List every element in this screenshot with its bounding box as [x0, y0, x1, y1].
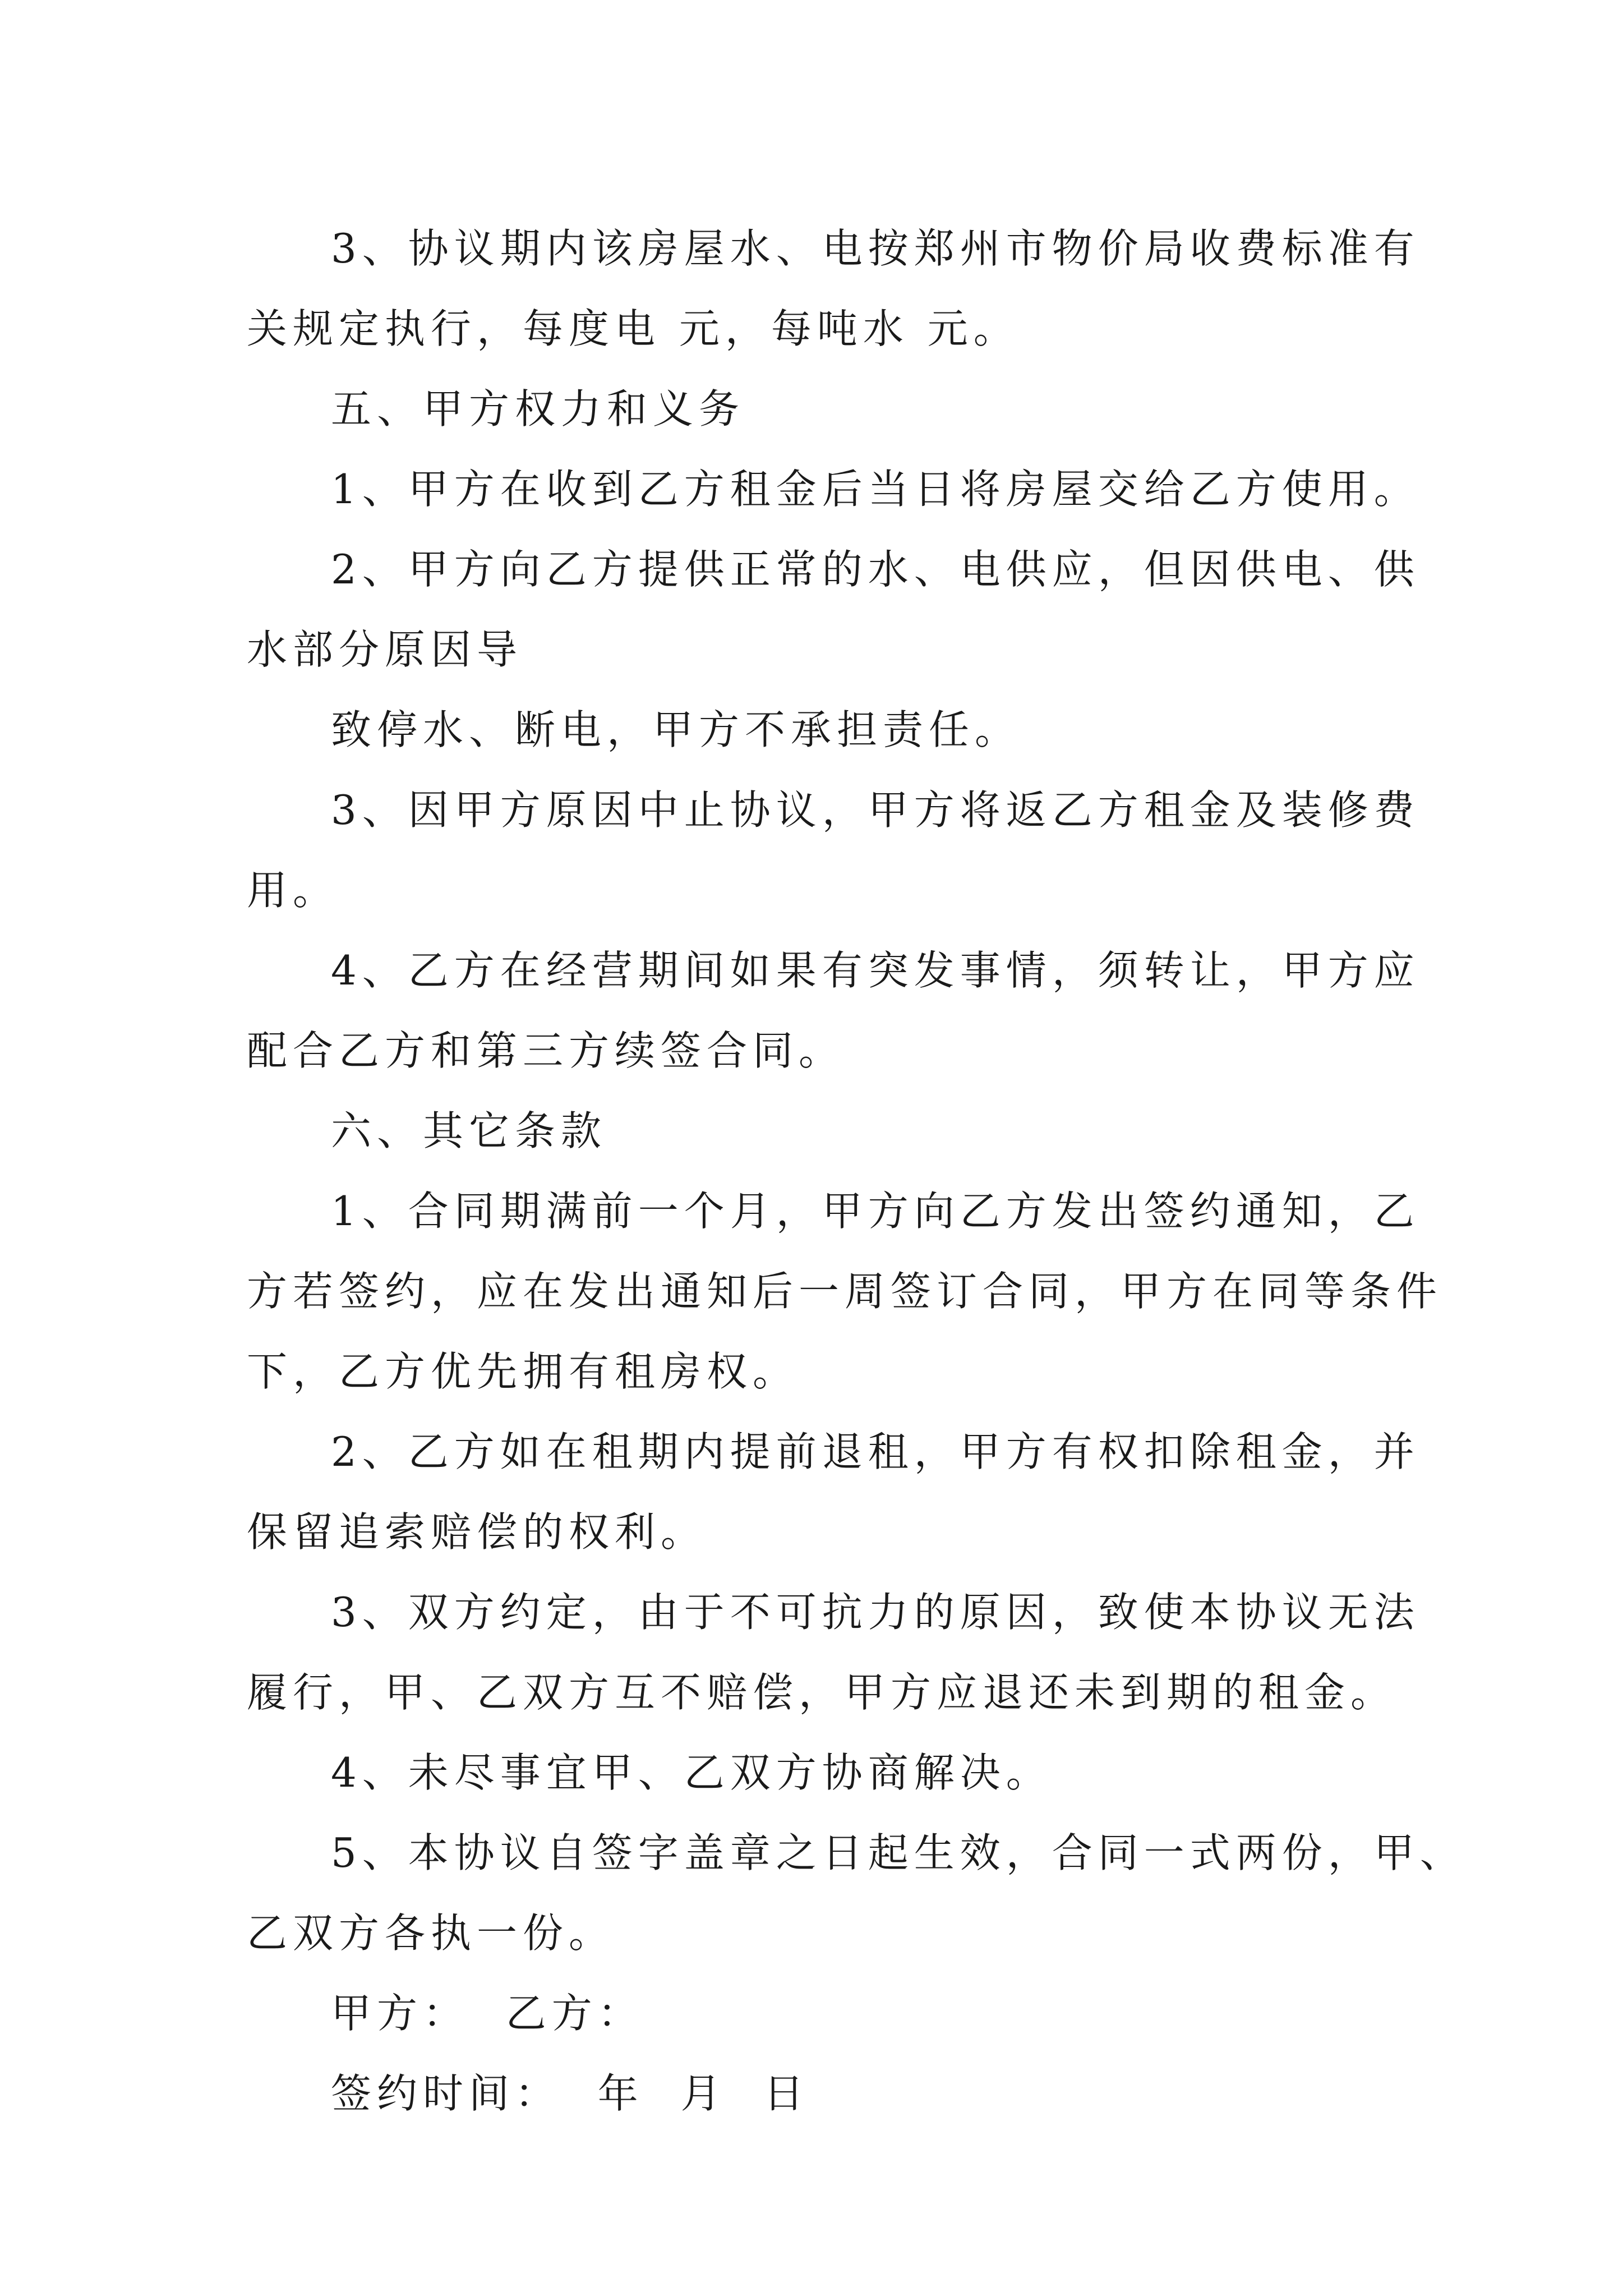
text-line: 乙双方各执一份。: [247, 1910, 615, 1957]
text-line: 4、未尽事宜甲、乙双方协商解决。: [331, 1749, 1052, 1796]
document-body: [247, 209, 1466, 2134]
text-line: 2、乙方如在租期内提前退租，甲方有权扣除租金，并: [331, 1428, 1420, 1475]
text-line: 配合乙方和第三方续签合同。: [247, 1027, 845, 1074]
text-line: 3、因甲方原因中止协议，甲方将返乙方租金及装修费: [331, 786, 1420, 834]
text-line: 2、甲方向乙方提供正常的水、电供应，但因供电、供: [331, 546, 1420, 593]
section-heading: 六、其它条款: [331, 1107, 607, 1154]
text-line: 致停水、断电，甲方不承担责任。: [331, 706, 1021, 753]
text-line: 下，乙方优先拥有租房权。: [247, 1348, 799, 1395]
signature-line: 甲方： 乙方：: [331, 1990, 644, 2037]
text-line: 1、合同期满前一个月，甲方向乙方发出签约通知，乙: [331, 1188, 1420, 1235]
text-line: 用。: [247, 867, 339, 914]
text-line: 履行，甲、乙双方互不赔偿，甲方应退还未到期的租金。: [247, 1669, 1397, 1716]
text-line: 3、双方约定，由于不可抗力的原因，致使本协议无法: [331, 1589, 1420, 1636]
text-line: 5、本协议自签字盖章之日起生效，合同一式两份，甲、: [331, 1829, 1466, 1876]
signing-date-line: 签约时间： 年 月 日: [331, 2070, 810, 2117]
text-line: 关规定执行，每度电 元，每吨水 元。: [247, 305, 1020, 352]
text-line: 3、协议期内该房屋水、电按郑州市物价局收费标准有: [331, 225, 1420, 272]
text-line: 1、甲方在收到乙方租金后当日将房屋交给乙方使用。: [331, 466, 1420, 513]
text-line: 水部分原因导: [247, 626, 523, 673]
section-heading: 五、甲方权力和义务: [331, 385, 745, 432]
text-line: 保留追索赔偿的权利。: [247, 1508, 707, 1556]
text-line: 方若签约，应在发出通知后一周签订合同，甲方在同等条件: [247, 1268, 1443, 1315]
text-line: 4、乙方在经营期间如果有突发事情，须转让，甲方应: [331, 947, 1420, 994]
